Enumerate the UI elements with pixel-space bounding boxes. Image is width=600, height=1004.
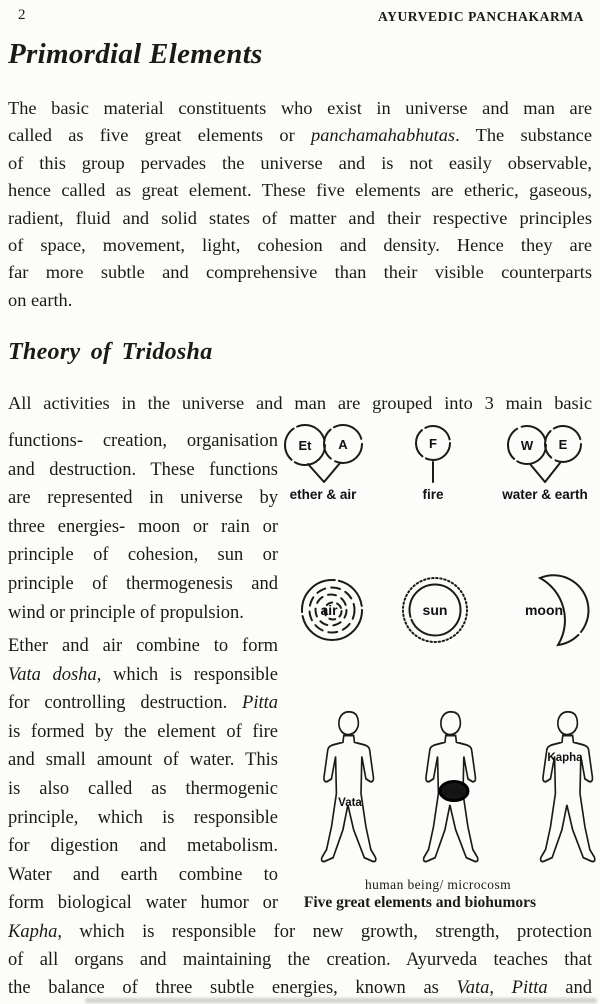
ether-air-label: ether & air [289,487,357,502]
three-energies-diagram [278,572,600,674]
air-symbol-label: air [320,602,338,618]
earth-abbr: E [558,437,568,452]
heading-theory-of-tridosha: Theory of Tridosha [8,339,213,365]
ether-air-connector [308,463,340,482]
five-elements-diagram [278,424,600,516]
page-number: 2 [18,7,26,23]
paragraph-tridosha-intro: All activities in the universe and man are grouped into 3 main basic [8,393,592,413]
running-header [0,5,600,27]
paragraph-kapha-continued: Kapha, which is responsible for new growth, strength, protection of all organs and maintaining the creation. Ayurveda teaches that the balance of three subtle energies, known as Vata, Pitta and [8,922,593,999]
fire-label: fire [422,487,444,502]
vata-label: Vata [338,797,362,809]
figure-caption-microcosm: human being/ microcosm [364,877,512,892]
ether-abbr: Et [298,438,312,453]
water-earth-connector [530,463,560,482]
paragraph-tridosha-column: functions- creation, organisation and destruction. These functions are represented in universe by three energies- moon or rain or principle of cohesion, sun or principle of thermogenesis and wind or principle of propulsion. [8,431,278,623]
figure-caption-title: Five great elements and biohumors [303,894,537,911]
scan-smudge [85,998,597,1003]
water-earth-label: water & earth [502,487,588,502]
water-earth-group-icon [501,426,588,502]
ether-air-group-icon [285,425,362,502]
air-symbol-icon [302,580,362,640]
running-title: AYURVEDIC PANCHAKARMA [378,9,584,24]
moon-symbol-icon [525,575,589,645]
fire-group-icon [416,426,450,502]
moon-symbol-label: moon [524,602,564,618]
heading-primordial-elements: Primordial Elements [8,38,263,70]
human-figure-kapha [541,712,595,862]
water-abbr: W [520,438,534,453]
human-figure-vata [322,712,376,862]
sun-symbol-icon [403,578,467,642]
air-abbr: A [338,437,348,452]
biohumors-diagram [288,703,600,878]
paragraph-five-elements: The basic material constituents who exist in universe and man are called as five great elements or panchamahabhutas. The substance of this group pervades the universe and is not easily observable, hence called as great element. These five elements are etheric, gaseous, radient, fluid and solid states of matter and their respective principles of space, movement, light, cohesion and density. Hence they are far more subtle and comprehensive than their visible counterparts on earth. [8,98,592,310]
sun-symbol-label: sun [422,602,448,618]
paragraph-doshas-column: Ether and air combine to form Vata dosha, which is responsible for controlling destruction. Pitta is formed by the element of fire and small amount of water. This is also called as thermogenic principle, which is responsible for digestion and metabolism. Water and earth combine to form biological water humor or [8,636,279,914]
kapha-label: Kapha [547,752,583,764]
fire-abbr: F [429,436,437,451]
pitta-label: Pitta [444,786,464,797]
